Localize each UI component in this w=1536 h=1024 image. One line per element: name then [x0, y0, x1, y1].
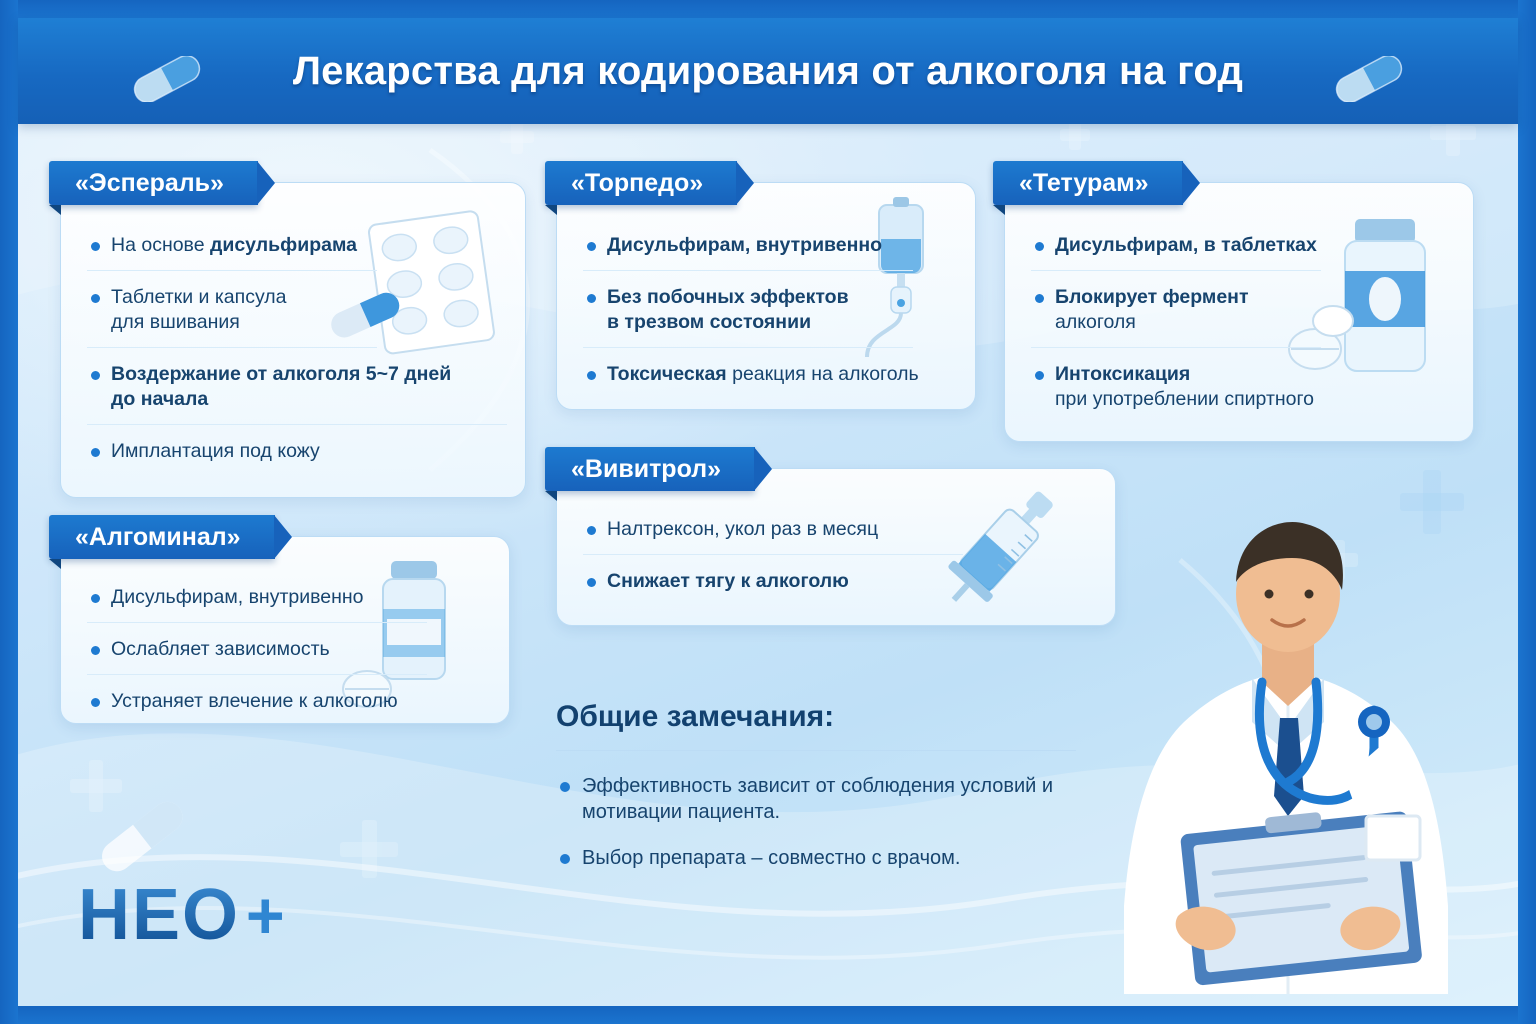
card-title-ribbon-algominal	[49, 515, 275, 559]
list-item	[1031, 362, 1361, 412]
list-item	[87, 233, 377, 271]
item-text: Налтрексон, укол раз в месяц	[607, 518, 879, 540]
item-text-bold: Интоксикация	[1055, 362, 1191, 385]
notes-divider	[556, 750, 1076, 751]
bullet-list-vivitrol	[583, 517, 963, 608]
item-text-bold: Воздержание от алкоголя 5~7 дней	[111, 362, 452, 385]
frame-right	[1518, 0, 1536, 1024]
list-item	[87, 285, 377, 348]
item-text: На основе	[111, 234, 210, 256]
list-item	[87, 689, 467, 714]
item-text-bold: дисульфирама	[209, 234, 357, 256]
card-title-ribbon-teturam	[993, 161, 1183, 205]
list-item	[583, 362, 943, 387]
item-text: алкоголя	[1055, 310, 1136, 333]
card-vivitrol	[556, 454, 1116, 626]
note-text: Эффективность зависит от соблюдения условий и мотивации пациента.	[582, 775, 1054, 823]
logo-plus-icon: +	[246, 878, 287, 952]
item-text-bold: Дисульфирам, в таблетках	[1055, 234, 1317, 256]
item-text-bold: Без побочных эффектов	[607, 285, 849, 308]
card-title-torpedo: «Торпедо»	[571, 168, 704, 197]
list-item	[87, 637, 427, 675]
list-item	[583, 569, 963, 594]
poster-header	[18, 18, 1518, 124]
capsule-icon	[1330, 56, 1408, 102]
list-item	[583, 233, 913, 271]
card-esperal	[60, 168, 526, 498]
bullet-list-torpedo	[583, 233, 919, 401]
card-title-ribbon-esperal	[49, 161, 258, 205]
card-algominal	[60, 522, 510, 724]
note-text: Выбор препарата – совместно с врачом.	[582, 847, 961, 869]
list-item	[556, 845, 1116, 871]
item-text: реакция на алкоголь	[732, 362, 919, 385]
cross-icon	[340, 820, 398, 878]
card-title-esperal: «Эспераль»	[75, 168, 224, 197]
card-teturam	[1004, 168, 1474, 442]
item-text: Ослабляет зависимость	[111, 637, 330, 660]
card-torpedo	[556, 168, 976, 410]
card-title-ribbon-torpedo	[545, 161, 737, 205]
item-text-bold: в трезвом состоянии	[607, 310, 812, 333]
card-title-ribbon-vivitrol	[545, 447, 755, 491]
list-item	[556, 773, 1116, 825]
item-text: для вшивания	[111, 310, 240, 333]
cross-icon	[1060, 120, 1090, 150]
general-notes-block	[556, 700, 1116, 891]
logo-text: НЕО	[78, 875, 241, 955]
item-text: Устраняет влечение к алкоголю	[111, 689, 398, 712]
capsule-icon	[128, 56, 206, 102]
list-item	[583, 517, 963, 555]
notes-title: Общие замечания:	[556, 700, 835, 733]
capsule-icon	[86, 790, 196, 880]
item-text: Таблетки и капсула	[111, 285, 287, 308]
item-text: Дисульфирам, внутривенно	[111, 586, 364, 608]
item-text: Имплантация под кожу	[111, 439, 320, 462]
bullet-list-esperal	[87, 233, 452, 478]
list-item	[87, 362, 507, 425]
card-title-vivitrol: «Вивитрол»	[571, 454, 722, 483]
item-text-bold: Блокирует фермент	[1055, 285, 1249, 308]
frame-left	[0, 0, 18, 1024]
item-text-bold: Снижает тягу к алкоголю	[607, 569, 849, 592]
frame-top	[0, 0, 1536, 18]
page-title: Лекарства для кодирования от алкоголя на год	[292, 48, 1244, 93]
list-item	[1031, 233, 1321, 271]
item-text-bold: до начала	[111, 387, 209, 410]
doctor-with-clipboard-illustration	[1066, 486, 1506, 1006]
list-item	[87, 585, 427, 623]
list-item	[87, 439, 507, 464]
item-text-bold: Дисульфирам, внутривенно	[607, 234, 883, 256]
card-title-algominal: «Алгоминал»	[75, 522, 241, 551]
bullet-list-algominal	[87, 585, 427, 728]
bullet-list-teturam	[1031, 233, 1321, 426]
list-item	[583, 285, 913, 348]
list-item	[1031, 285, 1321, 348]
brand-logo	[78, 874, 287, 956]
notes-list	[556, 773, 1116, 871]
card-title-teturam: «Тетурам»	[1019, 168, 1149, 197]
cross-icon	[500, 120, 534, 154]
item-text-bold: Токсическая	[607, 362, 733, 385]
item-text: при употреблении спиртного	[1055, 387, 1315, 410]
frame-bottom	[0, 1006, 1536, 1024]
